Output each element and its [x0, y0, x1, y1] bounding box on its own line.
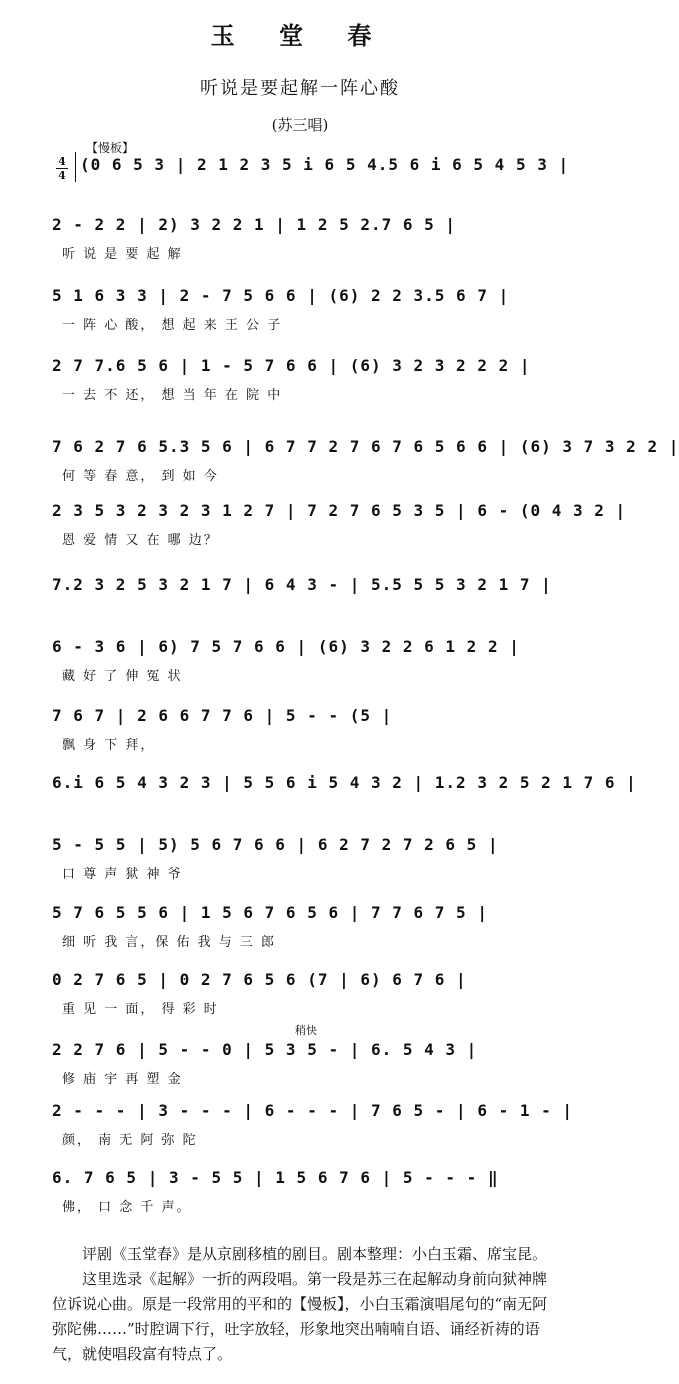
singer-credit: (苏三唱) [271, 116, 329, 134]
lyric-row: 飘 身 下 拜， [62, 738, 156, 753]
notation-row: 5 7 6 5 5 6 | 1 5 6 7 6 5 6 | 7 7 6 7 5 | [52, 903, 488, 922]
notation-row: 6 - 3 6 | 6) 7 5 7 6 6 | (6) 3 2 2 6 1 2 2 | [52, 637, 520, 656]
lyric-row: 细 听 我 言，保 佑 我 与 三 郎 [62, 935, 277, 950]
lyric-row: 何 等 春 意， 到 如 今 [62, 469, 219, 484]
lyric-row: 颜， 南 无 阿 弥 陀 [62, 1133, 198, 1148]
commentary-paragraph-1: 评剧《玉堂春》是从京剧移植的剧目。剧本整理：小白玉霜、席宝昆。 [82, 1245, 548, 1263]
tempo-change-marking: 稍快 [295, 1024, 317, 1037]
lyric-row: 口 尊 声 狱 神 爷 [62, 867, 183, 882]
lyric-row: 恩 爱 情 又 在 哪 边？ [62, 533, 219, 548]
notation-row: 6. 7 6 5 | 3 - 5 5 | 1 5 6 7 6 | 5 - - - ‖ [52, 1168, 499, 1187]
staff-start-barline [75, 152, 76, 182]
page-title: 玉 堂 春 [210, 21, 390, 50]
notation-row: 7 6 7 | 2 6 6 7 7 6 | 5 - - (5 | [52, 706, 393, 725]
commentary-paragraph-2: 这里选录《起解》一折的两段唱。第一段是苏三在起解动身前向狱神牌位诉说心曲。原是一段常用的平和的【慢板】，小白玉霜演唱尾句的“南无阿弥陀佛……”时腔调下行，吐字放轻，形象地突出喃喃自语、诵经祈祷的语气，就使唱段富有特点了。 [52, 1270, 548, 1363]
commentary-text [52, 1242, 557, 1367]
notation-row: 7 6 2 7 6 5.3 5 6 | 6 7 7 2 7 6 7 6 5 6 6 | (6) 3 7 3 2 2 | [52, 437, 679, 456]
time-signature-bottom: 4 [58, 169, 66, 182]
lyric-row: 重 见 一 面， 得 彩 时 [62, 1002, 219, 1017]
lyric-row: 佛， 口 念 千 声。 [62, 1200, 192, 1215]
notation-row: 2 - - - | 3 - - - | 6 - - - | 7 6 5 - | 6 - 1 - | [52, 1101, 574, 1120]
notation-row: 5 1 6 3 3 | 2 - 7 5 6 6 | (6) 2 2 3.5 6 7 | [52, 286, 510, 305]
notation-row: 2 3 5 3 2 3 2 3 1 2 7 | 7 2 7 6 5 3 5 | 6 - (0 4 3 2 | [52, 501, 627, 520]
lyric-row: 修 庙 宇 再 塑 金 [62, 1072, 183, 1087]
lyric-row: 藏 好 了 伸 冤 状 [62, 669, 183, 684]
lyric-row: 听 说 是 要 起 解 [62, 247, 183, 262]
song-subtitle: 听说是要起解一阵心酸 [200, 78, 400, 99]
time-signature [56, 156, 68, 181]
notation-row: 7.2 3 2 5 3 2 1 7 | 6 4 3 - | 5.5 5 5 3 2 1 7 | [52, 575, 552, 594]
notation-row: 6.i 6 5 4 3 2 3 | 5 5 6 i 5 4 3 2 | 1.2 3 2 5 2 1 7 6 | [52, 773, 637, 792]
notation-row: 5 - 5 5 | 5) 5 6 7 6 6 | 6 2 7 2 7 2 6 5 | [52, 835, 499, 854]
notation-row: 2 - 2 2 | 2) 3 2 2 1 | 1 2 5 2.7 6 5 | [52, 215, 457, 234]
lyric-row: 一 去 不 还， 想 当 年 在 院 中 [62, 388, 283, 403]
time-signature-top: 4 [58, 155, 66, 168]
notation-row: 0 2 7 6 5 | 0 2 7 6 5 6 (7 | 6) 6 7 6 | [52, 970, 467, 989]
lyric-row: 一 阵 心 酸， 想 起 来 王 公 子 [62, 318, 283, 333]
notation-row: 2 7 7.6 5 6 | 1 - 5 7 6 6 | (6) 3 2 3 2 2 2 | [52, 356, 531, 375]
notation-row: (0 6 5 3 | 2 1 2 3 5 i 6 5 4.5 6 i 6 5 4 5 3 | [80, 155, 570, 174]
tempo-marking: 【慢板】 [86, 141, 135, 155]
notation-row: 2 2 7 6 | 5 - - 0 | 5 3 5 - | 6. 5 4 3 | [52, 1040, 478, 1059]
